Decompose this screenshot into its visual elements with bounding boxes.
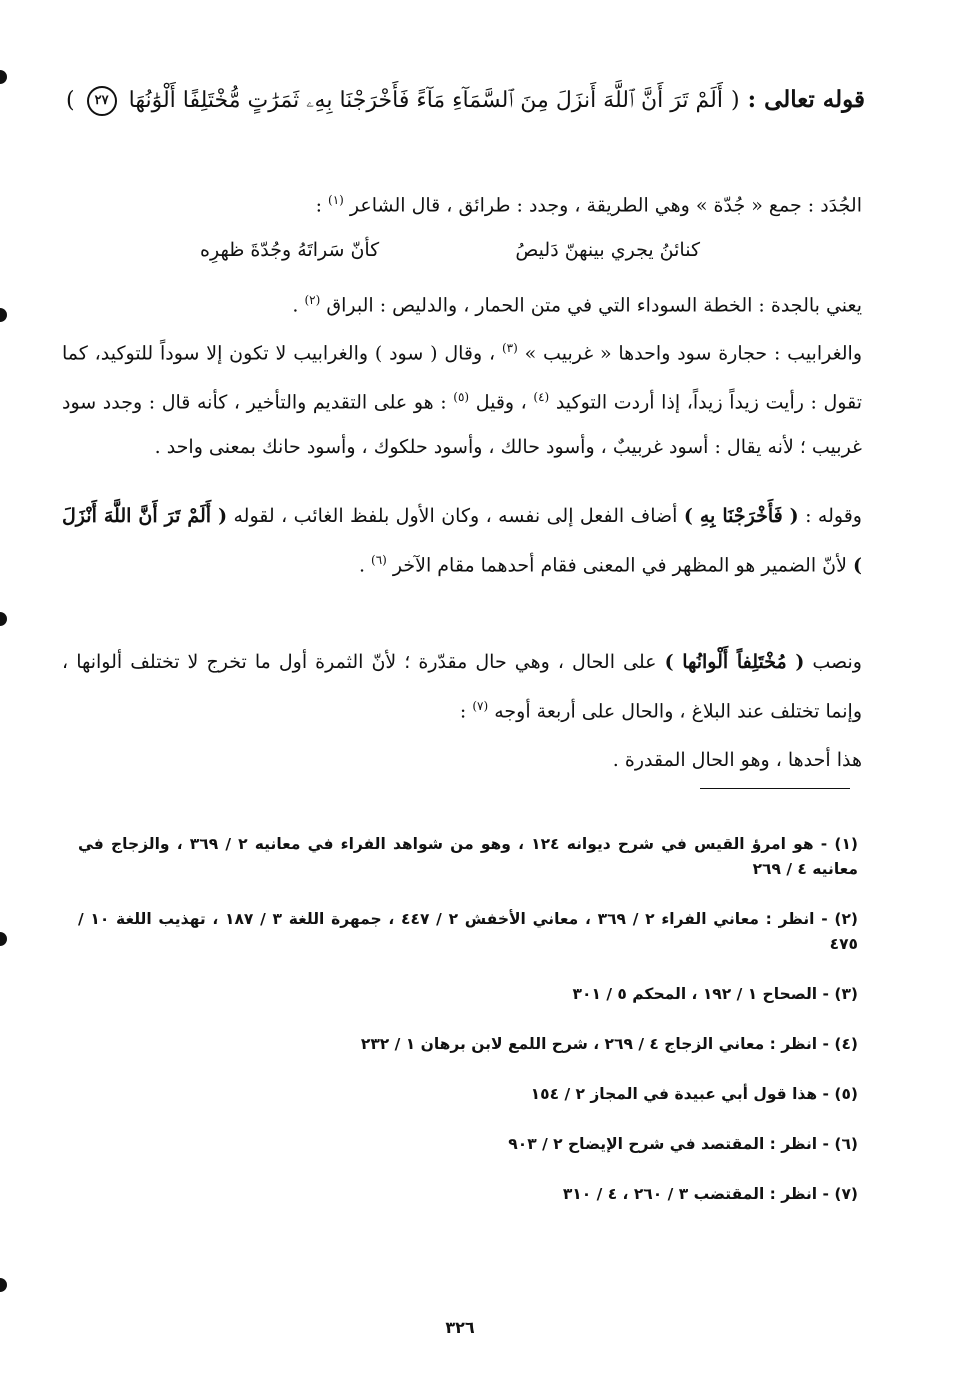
- footnote-ref: (٢): [304, 293, 321, 307]
- verse-number-marker: ٢٧: [87, 86, 117, 116]
- scan-edge-mark: [0, 612, 7, 626]
- scan-edge-mark: [0, 932, 7, 946]
- footnote-3: (٣) - الصحاح ١ / ١٩٢ ، المحكم ٥ / ٣٠١: [572, 985, 858, 1003]
- quran-quote: ( فَأَخْرَجْنَا بِهِ ): [683, 505, 799, 527]
- footnote-ref: (٤): [533, 390, 550, 405]
- paragraph-text: أضاف الفعل إلى نفسه ، وكان الأول بلفظ الغائب ، لقوله: [233, 505, 678, 527]
- punctuation: :: [315, 194, 322, 217]
- paragraph-hal-muqaddara: [62, 738, 862, 782]
- paragraph-akhrajna: [62, 494, 862, 587]
- paragraph-text: الجُدَد : جمع « جُدّة » وهي الطريقة ، وجدد : طرائق ، قال الشاعر: [349, 194, 862, 217]
- punctuation: .: [358, 554, 365, 577]
- verse-close-paren: ): [66, 88, 75, 113]
- paragraph-text: يعني بالجدة : الخطة السوداء التي في متن الحمار ، والدليص : البراق: [326, 294, 862, 317]
- footnote-5: (٥) - هذا قول أبي عبيدة في المجاز ٢ / ١٥٤: [530, 1085, 858, 1103]
- poem-verse: [200, 228, 700, 272]
- scan-edge-mark: [0, 70, 7, 84]
- paragraph-gharabib: [62, 326, 862, 469]
- scan-edge-mark: [0, 1278, 7, 1292]
- paragraph-text: هذا أحدها ، وهو الحال المقدرة .: [612, 749, 862, 771]
- paragraph-judad: [62, 178, 862, 227]
- paragraph-text: ، وقال ( سود ) والغرابيب لا تكون إلا سوداً للتوكيد، كما تقول : رأيت زيداً زيداً، إذا أردت التوكيد: [62, 342, 862, 414]
- paragraph-mukhtalifan: [62, 640, 862, 733]
- paragraph-text: : هو على التقديم والتأخير ، كأنه قال : وجدد سود غربيب ؛ لأنه يقال : أسود غربيبٌ ، وأسود حالك ، وأسود حلكوك ، وأسود حانك بمعنى واحد .: [62, 391, 862, 458]
- punctuation: :: [459, 700, 467, 723]
- footnotes: [78, 832, 858, 1232]
- verse-open-paren: (: [730, 88, 740, 113]
- footnote-4: (٤) - انظر : معاني الزجاج ٤ / ٢٦٩ ، شرح اللمع لابن برهان ١ / ٢٣٢: [360, 1035, 858, 1053]
- punctuation: .: [292, 294, 299, 317]
- footnote-ref: (٦): [371, 553, 387, 567]
- footnote-ref: (١): [328, 193, 344, 207]
- paragraph-text: على الحال ، وهي حال مقدّرة ؛ لأنّ الثمرة أول ما تخرج لا تختلف ألوانها ، وإنما تختلف عند البلاغ ، والحال على أربعة أوجه: [62, 651, 862, 723]
- quran-quote: ( أَلَمْ تَرَ أَنَّ اللَّهَ أَنْزَلَ ): [62, 505, 862, 577]
- paragraph-text: والغرابيب : حجارة سود واحدها « غربيب »: [524, 342, 863, 365]
- quran-quote: ( مُخْتَلِفاً أَلْوانُها ): [664, 651, 805, 673]
- footnote-2: (٢) - انظر : معاني الفراء ٢ / ٣٦٩ ، معاني الأخفش ٢ / ٤٤٧ ، جمهرة اللغة ٣ / ١٨٧ ، تهذيب اللغة ١٠ / ٤٧٥: [78, 910, 859, 953]
- paragraph-jidda: [62, 278, 862, 327]
- verse-text: أَلَمْ تَرَ أَنَّ ٱللَّهَ أَنزَلَ مِنَ ٱلسَّمَآءِ مَآءً فَأَخْرَجْنَا بِهِۦ ثَمَرَٰتٍ مُّخْتَلِفًا أَلْوَٰنُهَا: [128, 88, 723, 113]
- paragraph-text: ، وقيل: [475, 391, 527, 414]
- paragraph-text: ونصب: [812, 651, 862, 673]
- footnote-ref: (٥): [453, 390, 470, 405]
- verse-intro: قوله تعالى :: [747, 86, 865, 113]
- footnote-ref: (٣): [501, 341, 518, 355]
- footnote-separator: [700, 788, 850, 789]
- paragraph-text: وقوله :: [805, 505, 862, 527]
- footnote-ref: (٧): [472, 699, 489, 713]
- footnote-7: (٧) - انظر : المقتضب ٣ / ٢٦٠ ، ٤ / ٣١٠: [562, 1185, 858, 1203]
- paragraph-text: لأنّ الضمير هو المظهر في المعنى فقام أحدهما مقام الآخر: [392, 554, 847, 577]
- page-number: ٣٢٦: [445, 1318, 475, 1337]
- footnote-6: (٦) - انظر : المقتصد في شرح الإيضاح ٢ / ٩٠٣: [508, 1135, 858, 1153]
- poem-first-hemistich: كأنّ سَراتَهُ وجُدّةَ ظهرِه: [200, 239, 380, 261]
- footnote-1: (١) - هو امرؤ القيس في شرح ديوانه ١٢٤ ، وهو من شواهد الفراء في معانيه ٢ / ٣٦٩ ، والزجاج في معانيه ٤ / ٢٦٩: [78, 835, 858, 878]
- verse-heading: [66, 80, 865, 121]
- scan-edge-mark: [0, 308, 7, 322]
- poem-second-hemistich: كنائنُ يجري بينهنّ دَليصُ: [515, 239, 700, 261]
